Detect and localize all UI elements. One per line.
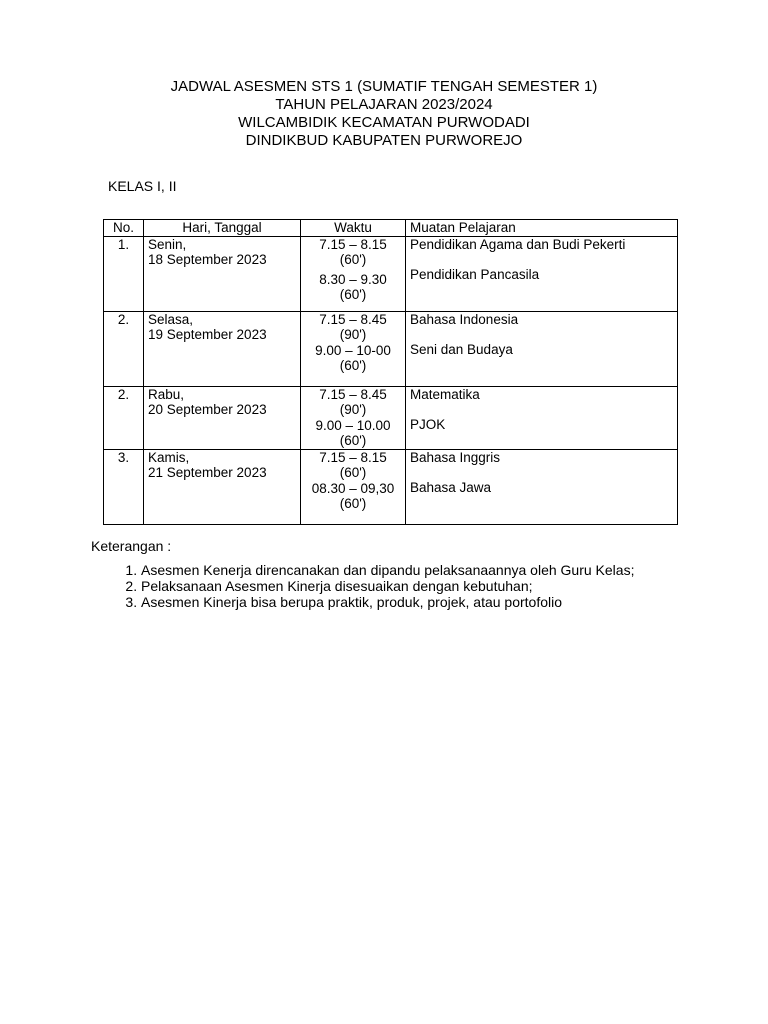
row-time-cell [301,311,406,386]
subject-2: PJOK [410,417,446,432]
slot1-time: 7.15 – 8.45 [319,386,387,402]
row-day-cell [144,236,301,311]
header-no: No. [104,220,144,237]
table-header-row [104,220,678,237]
row-number: 2. [104,386,144,449]
row-subject-cell [406,386,678,449]
slot1-time: 7.15 – 8.15 [319,236,387,252]
row-day: Kamis, [148,449,190,465]
table-row [104,386,678,449]
row-day-cell [144,311,301,386]
subject-1: Pendidikan Agama dan Budi Pekerti [410,236,626,252]
row-number: 2. [104,311,144,386]
slot2-time: 8.30 – 9.30 [319,271,387,287]
table-row [104,236,678,311]
row-day-cell [144,449,301,524]
row-number: 1. [104,236,144,311]
header-subject: Muatan Pelajaran [406,220,678,237]
row-time-cell [301,386,406,449]
table-row [104,311,678,386]
header-time: Waktu [301,220,406,237]
slot2-duration: (60') [339,496,367,511]
subject-2: Seni dan Budaya [410,342,513,357]
subject-1: Bahasa Inggris [410,449,501,465]
slot2-time: 08.30 – 09,30 [311,480,395,496]
schedule-table [103,219,678,525]
row-date: 18 September 2023 [148,252,267,267]
row-subject-cell [406,236,678,311]
slot1-duration: (60') [339,465,367,480]
slot2-duration: (60') [339,287,367,302]
slot1-duration: (60') [339,252,367,267]
notes-list [103,562,741,610]
note-item: 3. Asesmen Kinerja bisa berupa praktik, produk, projek, atau portofolio [141,594,741,610]
subject-1: Matematika [410,386,480,402]
slot1-time: 7.15 – 8.45 [319,311,387,327]
row-time-cell [301,236,406,311]
row-date: 19 September 2023 [148,327,267,342]
slot1-duration: (90') [339,327,367,342]
note-item: 1. Asesmen Kenerja direncanakan dan dipandu pelaksanaannya oleh Guru Kelas; [141,562,741,578]
class-label: KELAS I, II [108,178,177,194]
row-subject-cell [406,311,678,386]
row-date: 20 September 2023 [148,402,267,417]
row-time-cell [301,449,406,524]
slot2-duration: (60') [339,358,367,373]
subject-1: Bahasa Indonesia [410,311,519,327]
slot1-duration: (90') [339,402,367,417]
header-district: WILCAMBIDIK KECAMATAN PURWODADI [238,114,530,131]
row-number: 3. [104,449,144,524]
row-day: Senin, [148,236,187,252]
header-title: JADWAL ASESMEN STS 1 (SUMATIF TENGAH SEMESTER 1) [170,78,598,95]
notes-title: Keterangan : [91,538,172,554]
subject-2: Pendidikan Pancasila [410,267,540,282]
header-school-year: TAHUN PELAJARAN 2023/2024 [275,96,493,113]
row-date: 21 September 2023 [148,465,267,480]
slot2-time: 9.00 – 10-00 [315,342,391,358]
note-item: 2. Pelaksanaan Asesmen Kinerja disesuaikan dengan kebutuhan; [141,578,741,594]
slot2-duration: (60') [339,433,367,448]
header-day: Hari, Tanggal [144,220,301,237]
table-row [104,449,678,524]
row-day-cell [144,386,301,449]
header-agency: DINDIKBUD KABUPATEN PURWOREJO [245,132,523,149]
document-header [0,78,768,150]
slot1-time: 7.15 – 8.15 [319,449,387,465]
subject-2: Bahasa Jawa [410,480,492,495]
row-day: Selasa, [148,311,194,327]
row-subject-cell [406,449,678,524]
slot2-time: 9.00 – 10.00 [315,417,391,433]
row-day: Rabu, [148,386,185,402]
